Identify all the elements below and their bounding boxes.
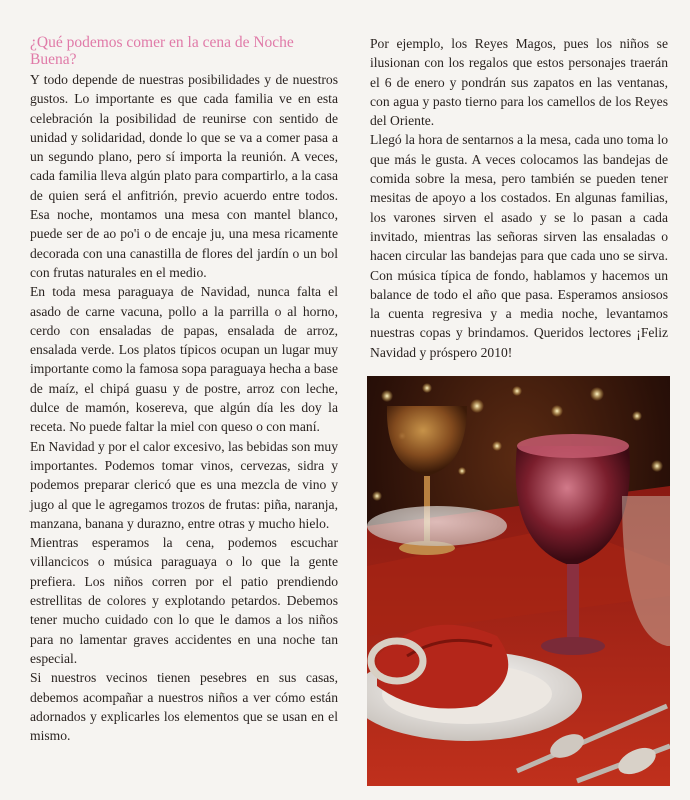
paragraph: Por ejemplo, los Reyes Magos, pues los niños se ilusionan con los regalos que estos personajes traerán el 6 de enero y pondrán sus zapatos en las ventanas, con agua y pasto tierno para los camellos de los Reyes del Oriente. xyxy=(370,36,668,129)
paragraph: Si nuestros vecinos tienen pesebres en sus casas, debemos acompañar a nuestros niños a ver cómo están adornados y explicarles los elementos que se usan en el mismo. xyxy=(30,670,338,744)
paragraph: Y todo depende de nuestras posibilidades y de nuestros gustos. Lo importante es que cada familia ve en esta celebración la posibilidad de reunirse con sentido de unidad y solidaridad, donde lo que se va a comer pasa a un segundo plano, pero sí importa la reunión. A veces, cada familia lleva algún plato para compartirlo, a la casa de quien será el anfitrión, previo acuerdo entre todos. Esa noche, montamos una mesa con mantel blanco, puede ser de ao po'i o de encaje ju, una mesa ricamente decorada con una canastilla de flores del jardín o un bol con frutas naturales en el medio. xyxy=(30,72,338,280)
paragraph: En toda mesa paraguaya de Navidad, nunca falta el asado de carne vacuna, pollo a la parrilla o al horno, cerdo con ensaladas de papas, ensalada de arroz, ensalada verde. Los platos típicos ocupan un lugar muy importante como la famosa sopa paraguaya hecha a base de maíz, el chipá guasu y de postre, arroz con leche, dulce de mamón, kosereva, que algún día les doy la receta. No puede faltar la miel con queso o con maní. xyxy=(30,284,338,435)
plate-back xyxy=(367,506,507,546)
christmas-table-photo-illustration xyxy=(367,376,670,786)
paragraph: En Navidad y por el calor excesivo, las bebidas son muy importantes. Podemos tomar vinos, cervezas, sidra y podemos preparar clericó que es una mezcla de vino y jugo al que le agregamos trozos de frutas: piña, naranja, manzana, banana y durazno, entre otras y mucho hielo. xyxy=(30,438,338,531)
paragraph: Llegó la hora de sentarnos a la mesa, cada uno toma lo que más le gusta. A veces colocamos las bandejas de comida sobre la mesa, pero también se pueden tener mesitas de apoyo a los costados. En algunas familias, los varones sirven el asado y se lo pasan a cada invitado, mientras las señoras sirven las ensaladas o hacen circular las bandejas para que cada uno se sirva. Con música típica de fondo, hablamos y hacemos un balance de todo el año que pasa. Esperamos ansiosos la cuenta regresiva y a media noche, levantamos nuestras copas y brindamos. Queridos lectores ¡Feliz Navidad y próspero 2010! xyxy=(370,132,668,360)
right-column xyxy=(370,34,668,362)
paragraph: Mientras esperamos la cena, podemos escuchar villancicos o música paraguaya o lo que la gente prefiera. Los niños corren por el patio prendiendo estrellitas de colores y explotando petardos. Debemos tener mucho cuidado con lo que le damos a los niños para no lamentar graves accidentes en una noche tan especial. xyxy=(30,535,338,666)
article-heading: ¿Qué podemos comer en la cena de Noche Buena? xyxy=(30,34,294,68)
left-column xyxy=(30,34,338,745)
christmas-table-photo xyxy=(367,376,670,786)
